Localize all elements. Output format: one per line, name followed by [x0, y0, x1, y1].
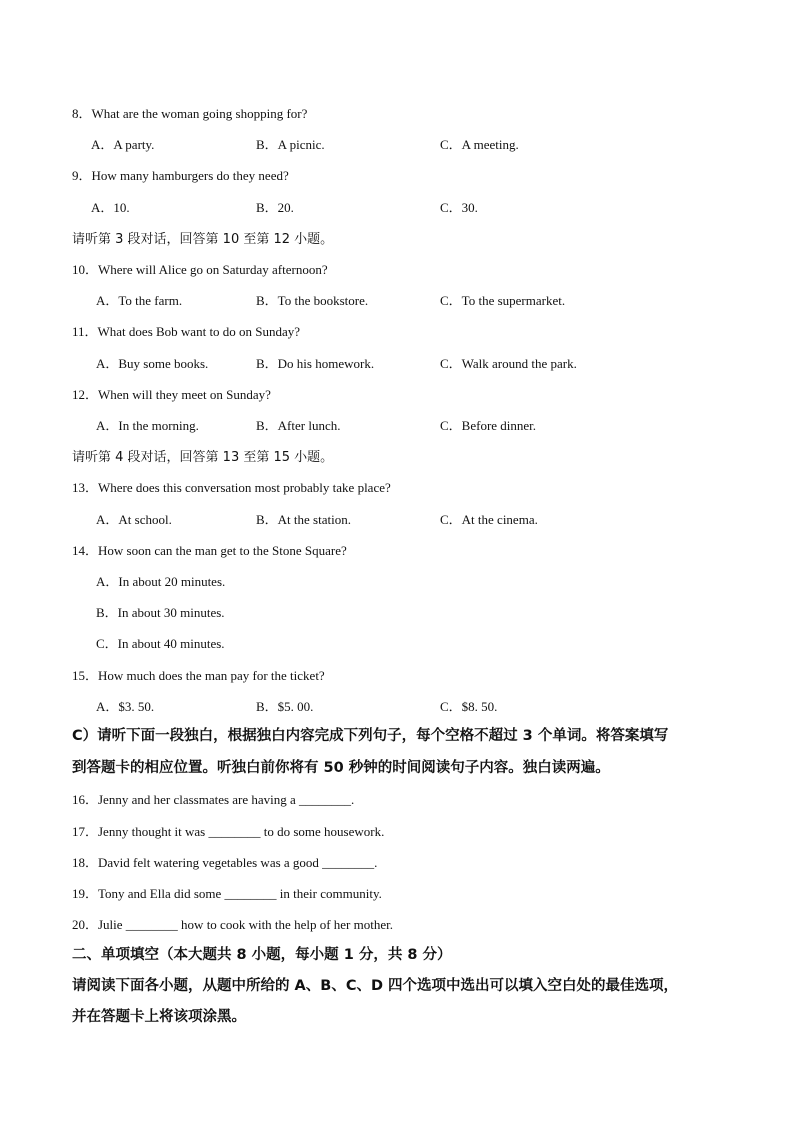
question-14-option-a: A．In about 20 minutes. [96, 574, 226, 589]
section-c-instruction-line-1: C）请听下面一段独白，根据独白内容完成下列句子，每个空格不超过 3 个单词。将答案填写 [72, 728, 669, 744]
question-10-option-a: A．To the farm. [96, 293, 183, 308]
question-14-option-c: C．In about 40 minutes. [96, 636, 225, 651]
question-11-stem: 11．What does Bob want to do on Sunday? [72, 324, 301, 339]
question-12-stem: 12．When will they meet on Sunday? [72, 387, 271, 402]
sentence-20: 20．Julie ________ how to cook with the help of her mother. [72, 917, 393, 932]
sentence-18: 18．David felt watering vegetables was a good ________. [72, 855, 378, 870]
question-10-option-b: B．To the bookstore. [256, 293, 369, 308]
sentence-17: 17．Jenny thought it was ________ to do some housework. [72, 824, 385, 839]
question-12-option-b: B．After lunch. [256, 418, 341, 433]
question-15-option-c: C．$8. 50. [440, 699, 498, 714]
question-15-option-a: A．$3. 50. [96, 699, 155, 714]
instruction-dialogue-3: 请听第 3 段对话，回答第 10 至第 12 小题。 [72, 232, 334, 247]
part-2-instruction-line-1: 请阅读下面各小题，从题中所给的 A、B、C、D 四个选项中选出可以填入空白处的最佳选项， [72, 978, 679, 994]
question-14-option-b: B．In about 30 minutes. [96, 605, 225, 620]
question-10-stem: 10．Where will Alice go on Saturday afternoon? [72, 262, 328, 277]
question-9-option-b: B．20. [256, 200, 294, 215]
question-13-option-a: A．At school. [96, 512, 172, 527]
question-11-option-a: A．Buy some books. [96, 356, 209, 371]
question-9-stem: 9．How many hamburgers do they need? [72, 168, 289, 183]
question-14-stem: 14．How soon can the man get to the Stone Square? [72, 543, 347, 558]
question-13-stem: 13．Where does this conversation most probably take place? [72, 480, 391, 495]
instruction-dialogue-4: 请听第 4 段对话，回答第 13 至第 15 小题。 [72, 450, 334, 465]
question-13-option-b: B．At the station. [256, 512, 351, 527]
sentence-16: 16．Jenny and her classmates are having a ________. [72, 792, 355, 807]
question-12-option-a: A．In the morning. [96, 418, 199, 433]
question-15-stem: 15．How much does the man pay for the ticket? [72, 668, 325, 683]
question-15-option-b: B．$5. 00. [256, 699, 314, 714]
question-9-option-c: C．30. [440, 200, 478, 215]
section-c-instruction-line-2: 到答题卡的相应位置。听独白前你将有 50 秒钟的时间阅读句子内容。独白读两遍。 [72, 760, 610, 776]
question-8-option-c: C．A meeting. [440, 137, 519, 152]
part-2-instruction-line-2: 并在答题卡上将该项涂黑。 [72, 1009, 246, 1025]
question-11-option-b: B．Do his homework. [256, 356, 375, 371]
part-2-heading: 二、单项填空（本大题共 8 小题，每小题 1 分，共 8 分） [72, 947, 452, 963]
question-12-option-c: C．Before dinner. [440, 418, 537, 433]
question-13-option-c: C．At the cinema. [440, 512, 538, 527]
question-11-option-c: C．Walk around the park. [440, 356, 577, 371]
question-10-option-c: C．To the supermarket. [440, 293, 566, 308]
question-8-option-a: A．A party. [91, 137, 155, 152]
question-8-stem: 8．What are the woman going shopping for? [72, 106, 308, 121]
question-9-option-a: A．10. [91, 200, 130, 215]
sentence-19: 19．Tony and Ella did some ________ in their community. [72, 886, 382, 901]
question-8-option-b: B．A picnic. [256, 137, 325, 152]
